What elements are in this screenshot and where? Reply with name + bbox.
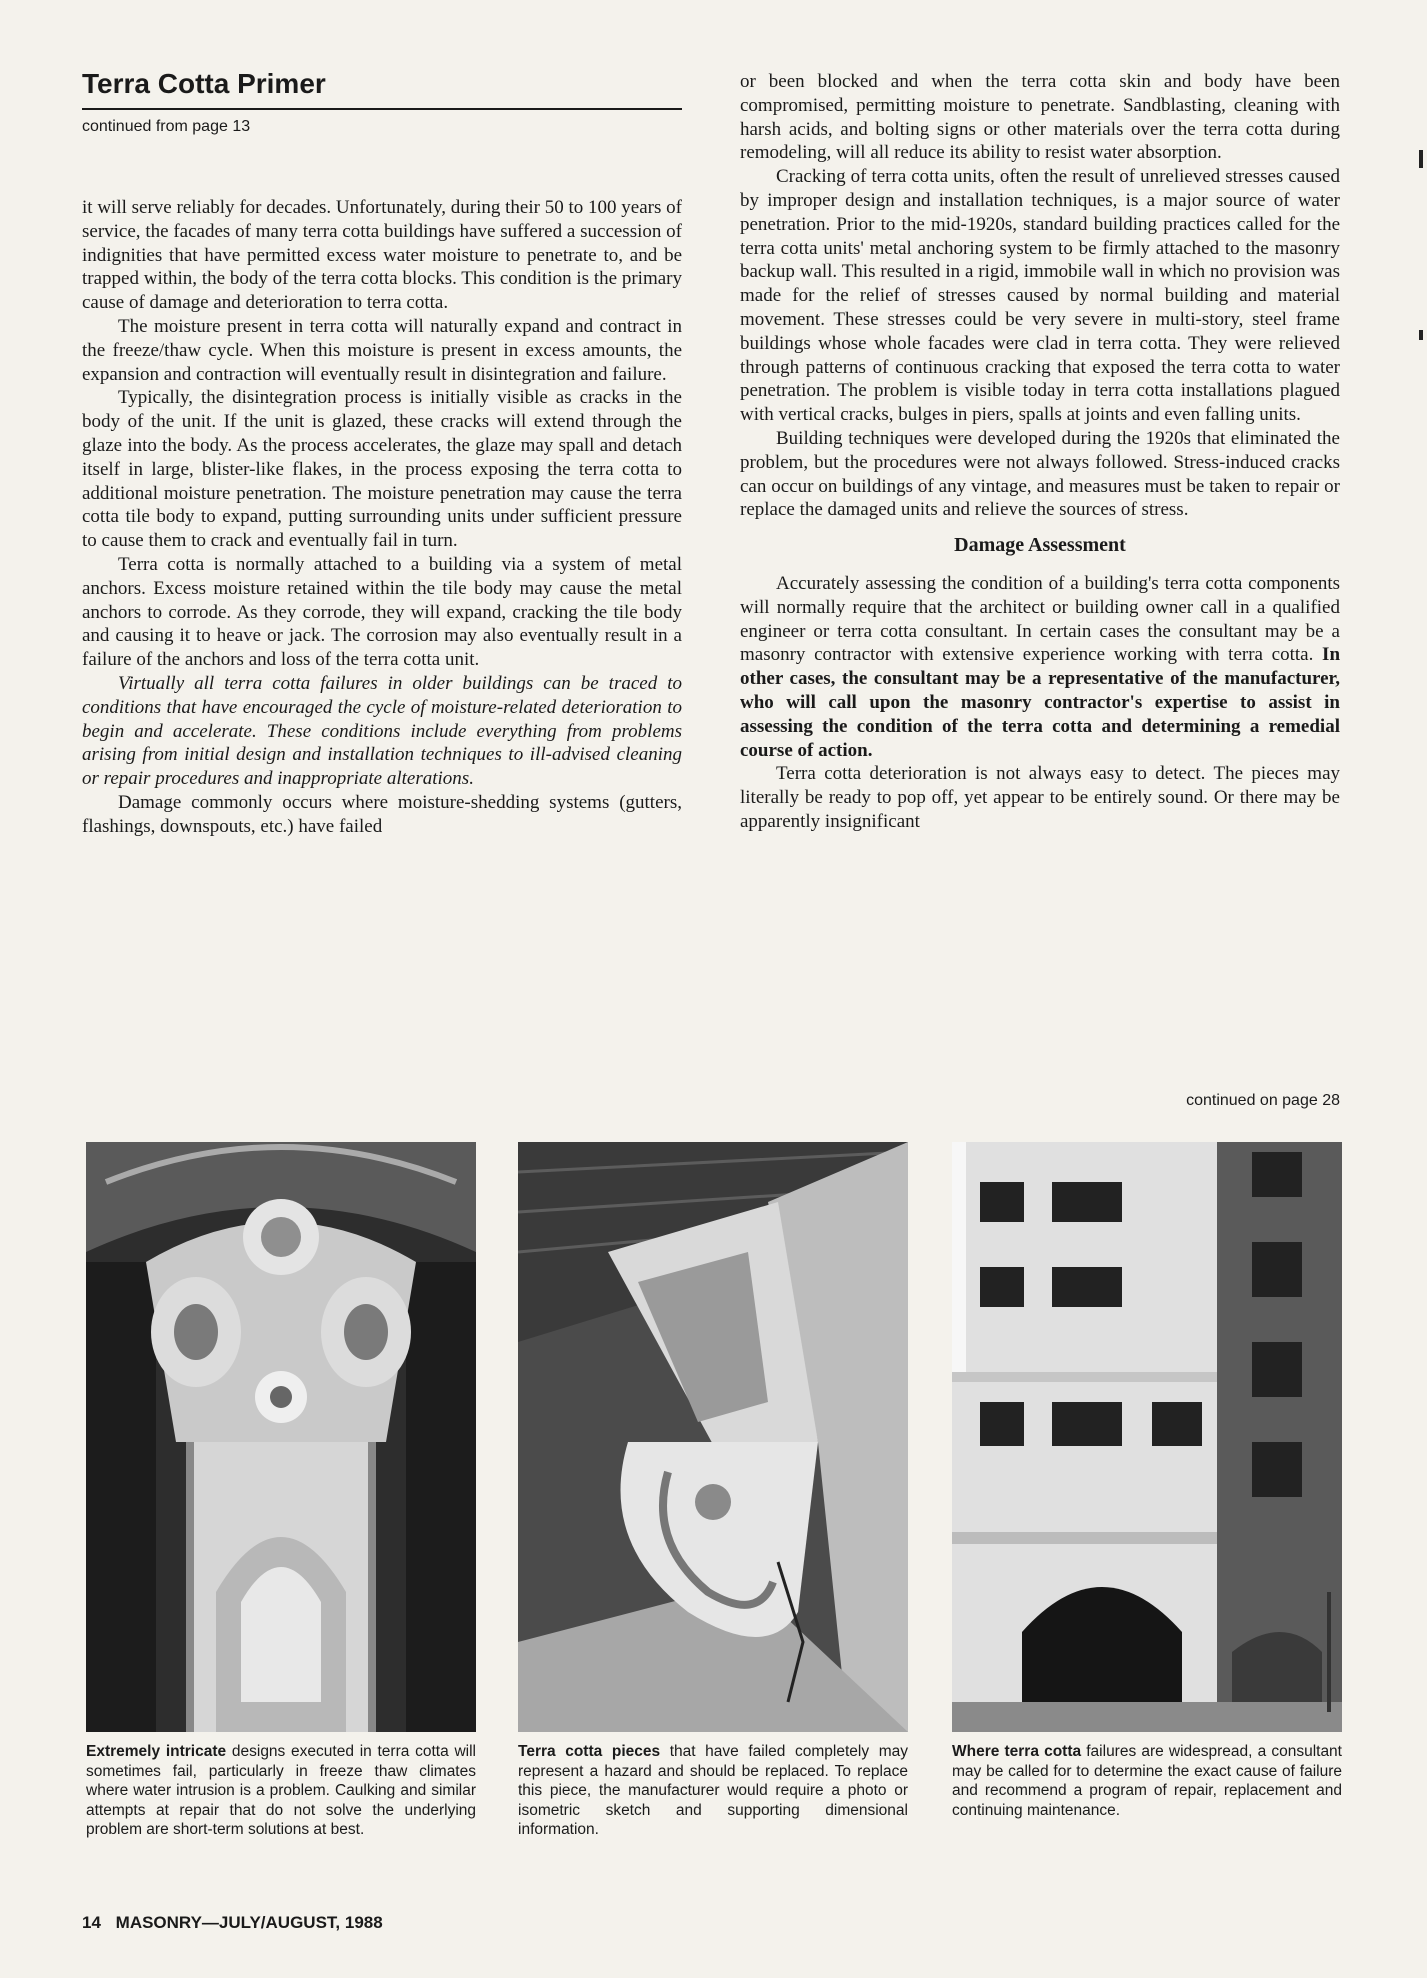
paragraph: Building techniques were developed during the 1920s that eliminated the problem, but the procedures were not always followed. Stress-induced cracks can occur on buildings of any vintage, and measures must be taken to repair or replace the damaged units and relieve the sources of stress. bbox=[740, 427, 1340, 521]
page-footer bbox=[82, 1913, 383, 1933]
paragraph: The moisture present in terra cotta will naturally expand and contract in the freeze/thaw cycle. When this moisture is present in excess amounts, the expansion and contraction will eventually result in disintegration and failure. bbox=[82, 315, 682, 385]
page-number: 14 bbox=[82, 1913, 101, 1932]
paragraph: it will serve reliably for decades. Unfortunately, during their 50 to 100 years of service, the facades of many terra cotta buildings have suffered a succession of indignities that have permitted excess water moisture to penetrate to, and be trapped within, the body of the terra cotta blocks. This condition is the primary cause of damage and deterioration to terra cotta. bbox=[82, 197, 682, 314]
continued-on-note: continued on page 28 bbox=[1186, 1092, 1340, 1109]
caption-ornate-capital bbox=[86, 1742, 476, 1840]
left-column bbox=[82, 196, 682, 839]
scan-edge-mark bbox=[1419, 150, 1423, 168]
photo-ornate-capital bbox=[86, 1142, 476, 1732]
caption-terra-cotta-corbel bbox=[518, 1742, 908, 1840]
caption-text: failures are widespread, a consultant may be called for to determine the exact cause of failure and recommend a program of repair, replacement and continuing maintenance. bbox=[952, 1743, 1342, 1819]
right-column bbox=[740, 70, 1340, 834]
caption-text: that have failed completely may represent a hazard and should be replaced. To replace this piece, the manufacturer would require a photo or isometric sketch and supporting dimensional information. bbox=[518, 1743, 908, 1838]
paragraph: or been blocked and when the terra cotta skin and body have been compromised, permitting moisture to penetrate. Sandblasting, cleaning with harsh acids, and bolting signs or other materials over the terra cotta during remodeling, will all reduce its ability to resist water absorption. bbox=[740, 71, 1340, 164]
publication-line: MASONRY—JULY/AUGUST, 1988 bbox=[115, 1913, 383, 1932]
italic-paragraph: Virtually all terra cotta failures in older buildings can be traced to conditions that have encouraged the cycle of moisture-related deterioration to begin and accelerate. These conditions include everything from problems arising from initial design and installation techniques to ill-advised cleaning or repair procedures and inappropriate alterations. bbox=[82, 672, 682, 790]
bold-text: In other cases, the consultant may be a representative of the manufacturer, who will call upon the masonry contractor's expertise to assist in assessing the condition of the terra cotta and determining a remedial course of action. bbox=[740, 644, 1341, 761]
caption-lead: Where terra cotta bbox=[952, 1743, 1082, 1760]
section-heading: Damage Assessment bbox=[954, 534, 1126, 557]
photo-terra-cotta-corbel bbox=[518, 1142, 908, 1732]
page-title: Terra Cotta Primer bbox=[82, 68, 326, 99]
caption-building-facade bbox=[952, 1742, 1342, 1820]
paragraph-text: Accurately assessing the condition of a building's terra cotta components will normally require that the architect or building owner call in a qualified engineer or terra cotta consultant. In certain cases the consultant may be a masonry contractor with extensive experience working with terra cotta. bbox=[740, 572, 1340, 666]
paragraph: Typically, the disintegration process is initially visible as cracks in the body of the unit. If the unit is glazed, these cracks will extend through the glaze into the body. As the process accelerates, the glaze may spall and detach itself in large, blister-like flakes, in the process exposing the terra cotta to additional moisture penetration. The moisture penetration may cause the terra cotta tile body to expand, putting surrounding units under sufficient pressure to cause them to crack and eventually fail in turn. bbox=[82, 387, 682, 552]
paragraph: Terra cotta is normally attached to a building via a system of metal anchors. Excess moisture retained within the tile body may cause the metal anchors to corrode. As they corrode, they will expand, cracking the tile body and causing it to heave or jack. The corrosion may also eventually result in a failure of the anchors and loss of the terra cotta unit. bbox=[82, 553, 682, 671]
paragraph bbox=[740, 572, 1340, 762]
continued-from-note: continued from page 13 bbox=[82, 118, 251, 135]
photo-building-facade bbox=[952, 1142, 1342, 1732]
title-rule bbox=[82, 108, 682, 110]
caption-lead: Terra cotta pieces bbox=[518, 1743, 661, 1760]
paragraph: Terra cotta deterioration is not always easy to detect. The pieces may literally be ready to pop off, yet appear to be entirely sound. Or there may be apparently insignificant bbox=[740, 763, 1340, 832]
caption-text: designs executed in terra cotta will sometimes fail, particularly in freeze thaw climates where water intrusion is a problem. Caulking and similar attempts at repair that do not solve the underlying problem are short-term solutions at best. bbox=[86, 1743, 476, 1838]
paragraph: Damage commonly occurs where moisture-shedding systems (gutters, flashings, downspouts, etc.) have failed bbox=[82, 791, 682, 837]
caption-lead: Extremely intricate bbox=[86, 1743, 227, 1760]
scan-edge-mark bbox=[1419, 330, 1423, 340]
paragraph: Cracking of terra cotta units, often the result of unrelieved stresses caused by improper design and installation techniques, is a major source of water penetration. Prior to the mid-1920s, standard building practices called for the terra cotta units' metal anchoring system to be firmly attached to the masonry backup wall. This resulted in a rigid, immobile wall in which no provision was made for the relief of stresses caused by normal building and material movement. These stresses could be very severe in multi-story, steel frame buildings whose whole facades were clad in terra cotta. They were relieved through patterns of continuous cracking that exposed the terra cotta to water penetration. The problem is visible today in terra cotta installations plagued with vertical cracks, bulges in piers, spalls at joints and even falling units. bbox=[740, 166, 1340, 426]
